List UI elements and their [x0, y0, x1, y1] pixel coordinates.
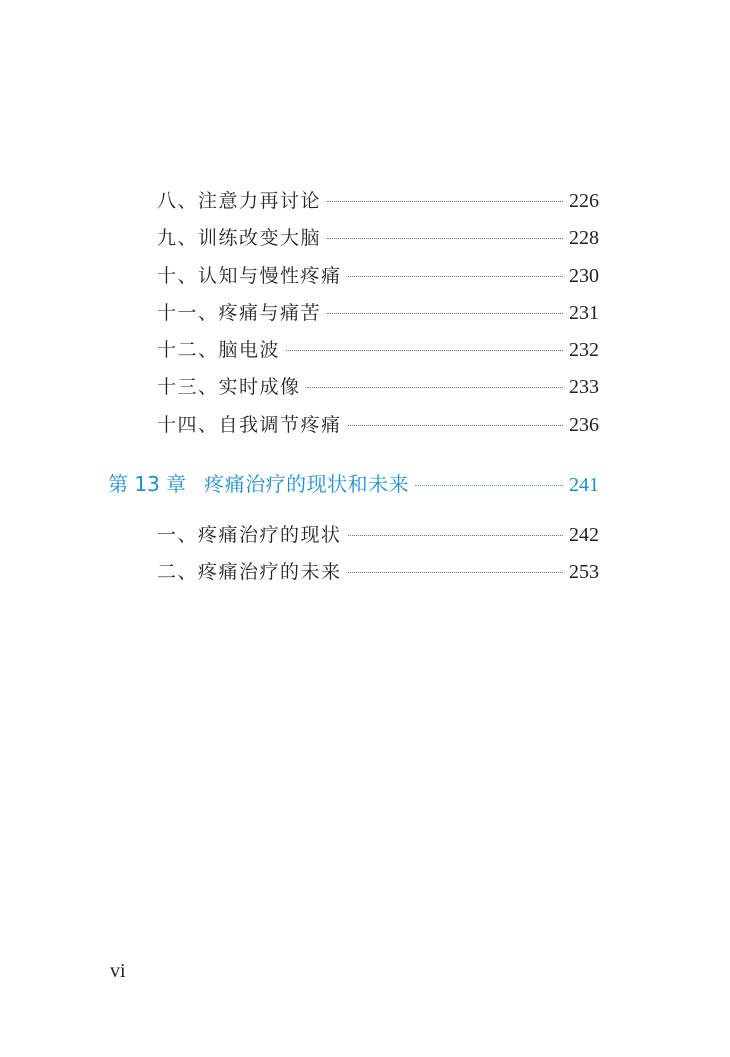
chapter-title: 疼痛治疗的现状和未来 — [204, 472, 410, 496]
dot-leader — [348, 425, 563, 426]
toc-entry-title: 十一、疼痛与痛苦 — [157, 301, 322, 324]
toc-chapter-heading[interactable] — [108, 464, 599, 504]
toc-section-chapter-13 — [157, 517, 599, 592]
toc-entry-title: 十四、自我调节疼痛 — [157, 413, 342, 436]
chapter-number: 第 13 章 — [108, 472, 187, 496]
toc-entry-title: 十三、实时成像 — [157, 376, 301, 399]
toc-entry-title: 二、疼痛治疗的未来 — [157, 561, 342, 584]
dot-leader — [348, 572, 563, 573]
dot-leader — [327, 238, 563, 239]
page-folio: vi — [110, 960, 126, 982]
toc-entry[interactable] — [157, 258, 599, 295]
toc-entry-title: 十二、脑电波 — [157, 339, 281, 362]
toc-entry[interactable] — [157, 369, 599, 406]
toc-entry[interactable] — [157, 220, 599, 257]
dot-leader — [348, 276, 563, 277]
toc-section-chapter-12 — [157, 183, 599, 444]
toc-entry[interactable] — [157, 332, 599, 369]
toc-entry-page: 253 — [569, 561, 599, 584]
dot-leader — [327, 201, 563, 202]
toc-entry[interactable] — [157, 554, 599, 591]
dot-leader — [286, 350, 563, 351]
toc-entry-title: 十、认知与慢性疼痛 — [157, 264, 342, 287]
dot-leader — [327, 313, 563, 314]
toc-entry-page: 236 — [569, 413, 599, 436]
toc-entry-title: 八、注意力再讨论 — [157, 190, 322, 212]
toc-entry-page: 233 — [569, 376, 599, 399]
dot-leader — [307, 387, 563, 388]
toc-entry-page: 228 — [569, 227, 599, 250]
toc-entry-title: 九、训练改变大脑 — [157, 227, 322, 250]
toc-entry[interactable] — [157, 295, 599, 332]
toc-entry-page: 242 — [569, 524, 599, 546]
toc-entry-page: 232 — [569, 339, 599, 362]
toc-entry-title: 一、疼痛治疗的现状 — [157, 524, 342, 546]
toc-entry-page: 226 — [569, 190, 599, 212]
toc-entry[interactable] — [157, 517, 599, 554]
dot-leader — [348, 535, 563, 536]
toc-entry[interactable] — [157, 183, 599, 220]
toc-entry-page: 231 — [569, 301, 599, 324]
toc-entry-page: 230 — [569, 264, 599, 287]
dot-leader — [415, 485, 563, 486]
chapter-page: 241 — [569, 474, 599, 496]
toc-entry[interactable] — [157, 407, 599, 444]
